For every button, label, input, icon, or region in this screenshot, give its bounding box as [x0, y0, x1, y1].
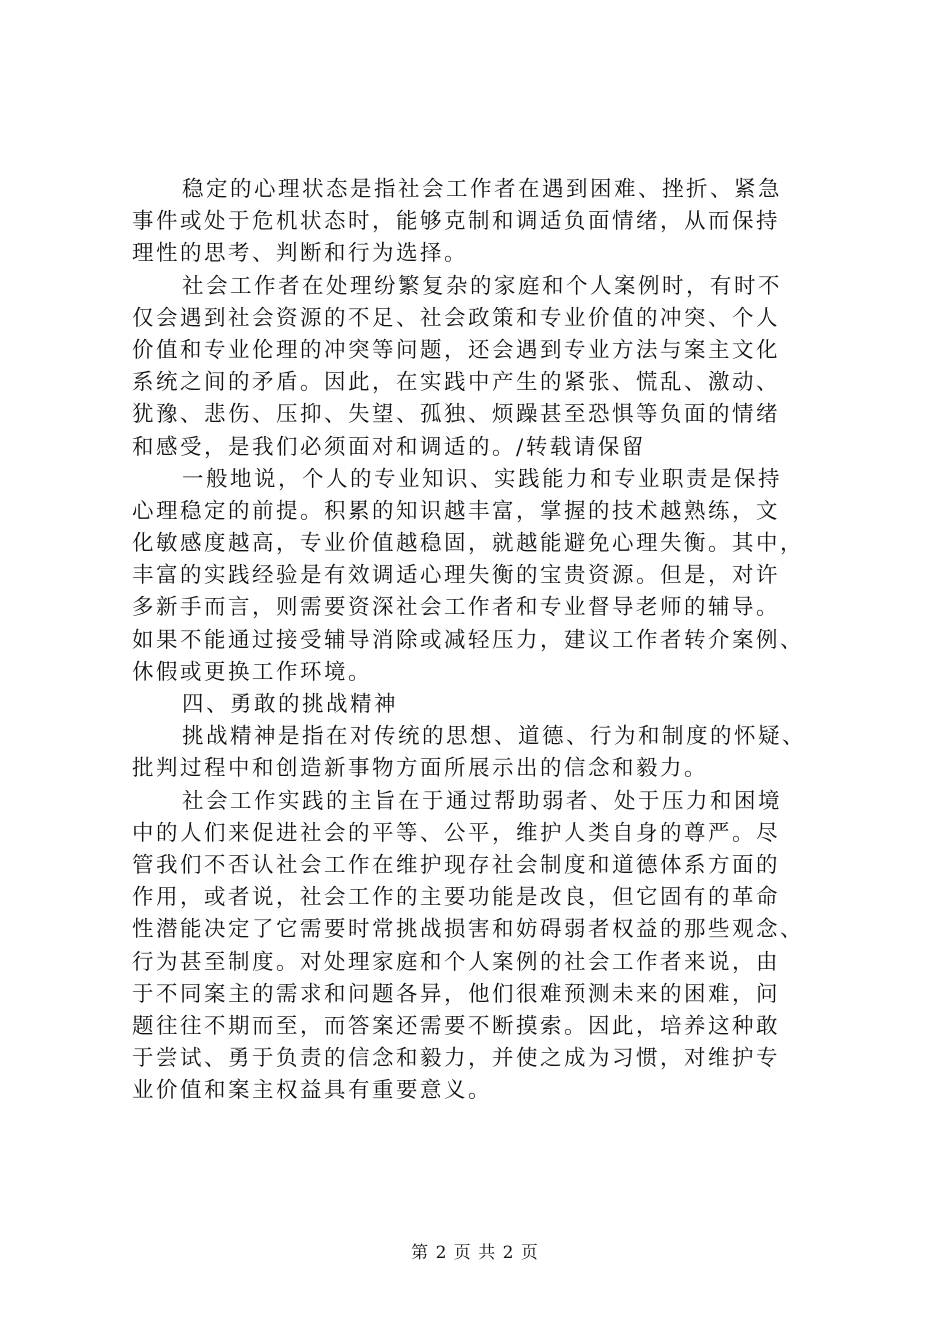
paragraph-line: 于尝试、勇于负责的信念和毅力，并使之成为习惯，对维护专: [132, 1046, 781, 1072]
paragraph-line: 稳定的心理状态是指社会工作者在遇到困难、挫折、紧急: [182, 177, 783, 202]
paragraph-line: 一般地说，个人的专业知识、实践能力和专业职责是保持: [182, 466, 783, 492]
paragraph-line: 多新手而言，则需要资深社会工作者和专业督导老师的辅导。: [132, 595, 781, 621]
page-number: 第 2 页 共 2 页: [411, 1243, 539, 1263]
paragraph-line: 和感受，是我们必须面对和调适的。/转载请保留: [132, 434, 646, 460]
paragraph-line: 于不同案主的需求和问题各异，他们很难预测未来的困难，问: [132, 981, 781, 1007]
paragraph-line: 丰富的实践经验是有效调适心理失衡的宝贵资源。但是，对许: [132, 563, 781, 589]
paragraph-line: 社会工作实践的主旨在于通过帮助弱者、处于压力和困境: [182, 788, 783, 814]
paragraph-line: 批判过程中和创造新事物方面所展示出的信念和毅力。: [132, 756, 709, 782]
paragraph-line: 休假或更换工作环境。: [132, 659, 373, 685]
paragraph-line: 如果不能通过接受辅导消除或减轻压力，建议工作者转介案例、: [132, 627, 805, 653]
paragraph-line: 系统之间的矛盾。因此，在实践中产生的紧张、慌乱、激动、: [132, 370, 781, 396]
paragraph-line: 犹豫、悲伤、压抑、失望、孤独、烦躁甚至恐惧等负面的情绪: [132, 402, 781, 428]
paragraph-line: 心理稳定的前提。积累的知识越丰富，掌握的技术越熟练，文: [132, 498, 781, 524]
paragraph-line: 题往往不期而至，而答案还需要不断摸索。因此，培养这种敢: [132, 1013, 781, 1039]
paragraph-line: 仅会遇到社会资源的不足、社会政策和专业价值的冲突、个人: [132, 305, 781, 331]
paragraph-line: 化敏感度越高，专业价值越稳固，就越能避免心理失衡。其中，: [132, 531, 805, 557]
paragraph-line: 作用，或者说，社会工作的主要功能是改良，但它固有的革命: [132, 885, 781, 911]
paragraph-line: 行为甚至制度。对处理家庭和个人案例的社会工作者来说，由: [132, 949, 781, 975]
paragraph-line: 中的人们来促进社会的平等、公平，维护人类自身的尊严。尽: [132, 820, 781, 846]
paragraph-line: 价值和专业伦理的冲突等问题，还会遇到专业方法与案主文化: [132, 337, 781, 363]
paragraph-line: 业价值和案主权益具有重要意义。: [132, 1078, 493, 1104]
document-body: [132, 174, 820, 1107]
paragraph-line: 事件或处于危机状态时，能够克制和调适负面情绪，从而保持: [132, 209, 781, 235]
section-heading: 四、勇敢的挑战精神: [182, 692, 399, 717]
paragraph-line: 理性的思考、判断和行为选择。: [132, 241, 469, 267]
paragraph-line: 性潜能决定了它需要时常挑战损害和妨碍弱者权益的那些观念、: [132, 917, 805, 943]
paragraph-line: 挑战精神是指在对传统的思想、道德、行为和制度的怀疑、: [182, 724, 807, 750]
paragraph-line: 管我们不否认社会工作在维护现存社会制度和道德体系方面的: [132, 852, 781, 878]
paragraph-line: 社会工作者在处理纷繁复杂的家庭和个人案例时，有时不: [182, 273, 783, 299]
